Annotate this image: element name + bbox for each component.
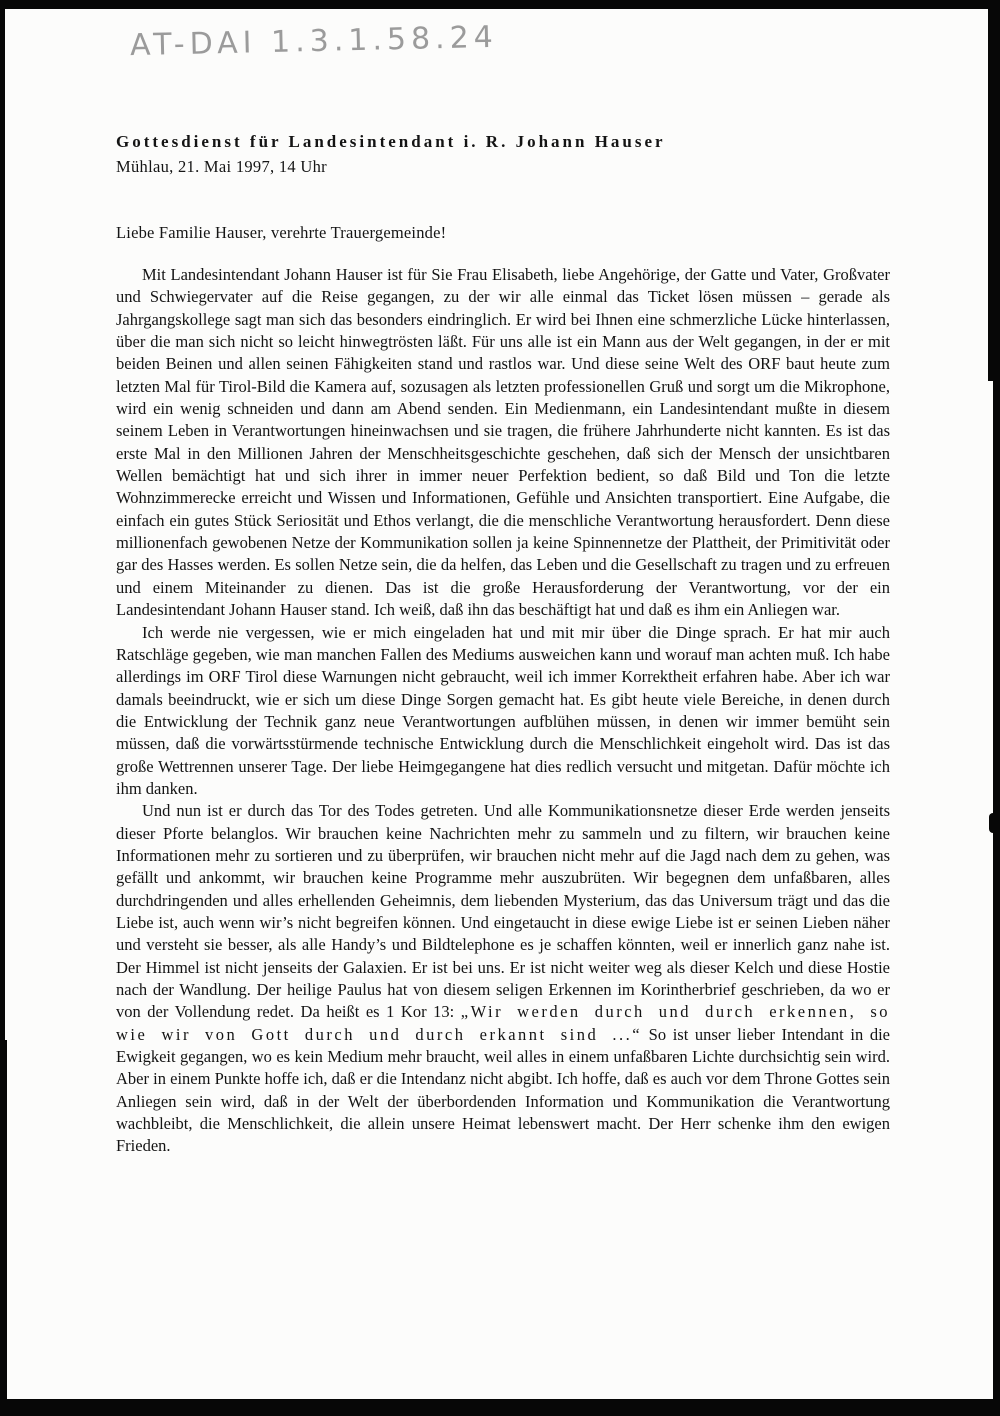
document-body <box>116 264 890 1158</box>
scan-edge-right-upper <box>988 0 1000 381</box>
paragraph-2 <box>116 622 890 801</box>
scan-edge-bottom <box>0 1399 1000 1416</box>
paragraph-3-text: Und nun ist er durch das Tor des Todes getreten. Und alle Kommunikationsnetze dieser Erde werden jenseits dieser Pforte belanglos. Wir brauchen keine Nachrichten mehr zu sammeln und zu filtern, wir brauchen keine Informationen mehr zu sortieren und zu überprüfen, wir brauchen nicht mehr auf die Jagd nach dem zu gehen, was gefällt und ankommt, wir brauchen keine Programme mehr auszubrüten. Wir begegnen dem unfaßbaren, alles durchdringenden und alles erhellenden Geheimnis, dem liebenden Mysterium, das das Universum trägt und das die Liebe ist, auch wenn wir’s nicht begreifen können. Und eingetaucht in diese ewige Liebe ist er seinen Lieben näher und versteht sie besser, als alle Handy’s und Bildtelephone es je schaffen könnten, weil er innerlich ganz nahe ist. Der Himmel ist nicht jenseits der Galaxien. Er ist bei uns. Er ist nicht weiter weg als dieser Kelch und diese Hostie nach der Wandlung. Der heilige Paulus hat von diesem seligen Erkennen im Korintherbrief geschrieben, da wo er von der Vollendung redet. Da heißt es 1 Kor 13: <box>116 801 890 1022</box>
paragraph-1-text: Mit Landesintendant Johann Hauser ist für Sie Frau Elisabeth, liebe Angehörige, der Gatte und Vater, Großvater und Schwiegervater auf die Reise gegangen, zu der wir alle einmal das Ticket lösen müssen – gerade als Jahrgangskollege sagt man sich das besonders eindringlich. Er wird bei Ihnen eine schmerzliche Lücke hinterlassen, über die man sich nicht so leicht hinwegtrösten läßt. Für uns alle ist ein Mann aus der Welt gegangen, in der er mit beiden Beinen und allen seinen Fähigkeiten stand und rastlos war. Und diese seine Welt des ORF baut heute zum letzten Mal für Tirol-Bild die Kamera auf, sozusagen als letzten professionellen Gruß und sorgt um die Mikrophone, wird ein wenig schneiden und dann am Abend senden. Ein Medienmann, ein Landesintendant mußte in diesem seinem Leben in Verantwortungen hineinwachsen und sie tragen, die frühere Jahrhunderte nicht kannten. Es ist das erste Mal in den Millionen Jahren der Menschheitsgeschichte geschehen, daß sich der Mensch der unsichtbaren Wellen bemächtigt hat und sich ihrer in immer neuer Perfektion bedient, so daß Bild und Ton die letzte Wohnzimmerecke erreicht und Wissen und Informationen, Gefühle und Ansichten transportiert. Eine Aufgabe, die einfach ein gutes Stück Seriosität und Ethos verlangt, die die menschliche Verantwortung herausfordert. Denn diese millionenfach gewobenen Netze der Kommunikation sollen ja keine Spinnennetze der Plattheit, der Primitivität oder gar des Hasses werden. Es sollen Netze sein, die da helfen, das Leben und die Gesellschaft zu tragen und zu erfreuen und einem Miteinander zu dienen. Das ist die große Herausforderung der Verantwortung, vor der ein Landesintendant Johann Hauser stand. Ich weiß, daß ihn das beschäftigt hat und daß es ihm ein Anliegen war. <box>116 265 890 620</box>
paragraph-3 <box>116 800 890 1158</box>
paragraph-1 <box>116 264 890 622</box>
scan-edge-right-lower <box>993 378 1000 1416</box>
bible-quote-spaced-text: „Wir werden durch und durch erkennen, so wie wir von Gott durch und durch erkannt sind ...“ <box>116 1002 890 1044</box>
document-content <box>116 132 890 1158</box>
scan-edge-left-lower <box>0 1040 7 1416</box>
document-date-line: Mühlau, 21. Mai 1997, 14 Uhr <box>116 157 327 176</box>
paragraph-2-text: Ich werde nie vergessen, wie er mich eingeladen hat und mit mir über die Dinge sprach. Er hat mir auch Ratschläge gegeben, wie man manchen Fallen des Mediums ausweichen kann und worauf man achten muß. Ich habe allerdings im ORF Tirol diese Warnungen nicht gebraucht, weil ich immer Korrektheit erfahren habe. Aber ich war damals beeindruckt, wie er sich um diese Dinge Sorgen gemacht hat. Es gibt heute viele Bereiche, in denen durch die Entwicklung der Technik ganz neue Verantwortungen aufblühen müssen, in denen wir immer bemüht sein müssen, daß die vorwärtsstürmende technische Entwicklung durch die Menschlichkeit eingeholt wird. Das ist das große Wettrennen unserer Tage. Der liebe Heimgegangene hat dies redlich versucht und mitgetan. Dafür möchte ich ihm danken. <box>116 622 890 798</box>
document-title: Gottesdienst für Landesintendant i. R. Johann Hauser <box>116 132 666 151</box>
paragraph-3-closing-text: So ist unser lieber Intendant in die Ewigkeit gegangen, wo es kein Medium mehr braucht, weil alles in einem unfaßbaren Lichte durchsichtig sein wird. Aber in einem Punkte hoffe ich, daß er die Intendanz nicht abgibt. Ich hoffe, daß es auch vor dem Throne Gottes sein Anliegen sein wird, daß in der Welt der überbordenden Information und Kommunikation die Verantwortung wachbleibt, die Menschlichkeit, die allein unsere Heimat lebenswert macht. Der Herr schenke ihm den ewigen Frieden. <box>116 1024 890 1156</box>
scan-edge-top <box>0 0 1000 9</box>
archive-reference-handwritten: AT-DAI 1.3.1.58.24 <box>129 19 499 64</box>
salutation-line: Liebe Familie Hauser, verehrte Trauergemeinde! <box>116 223 447 242</box>
scan-edge-right-blob <box>989 813 1000 833</box>
